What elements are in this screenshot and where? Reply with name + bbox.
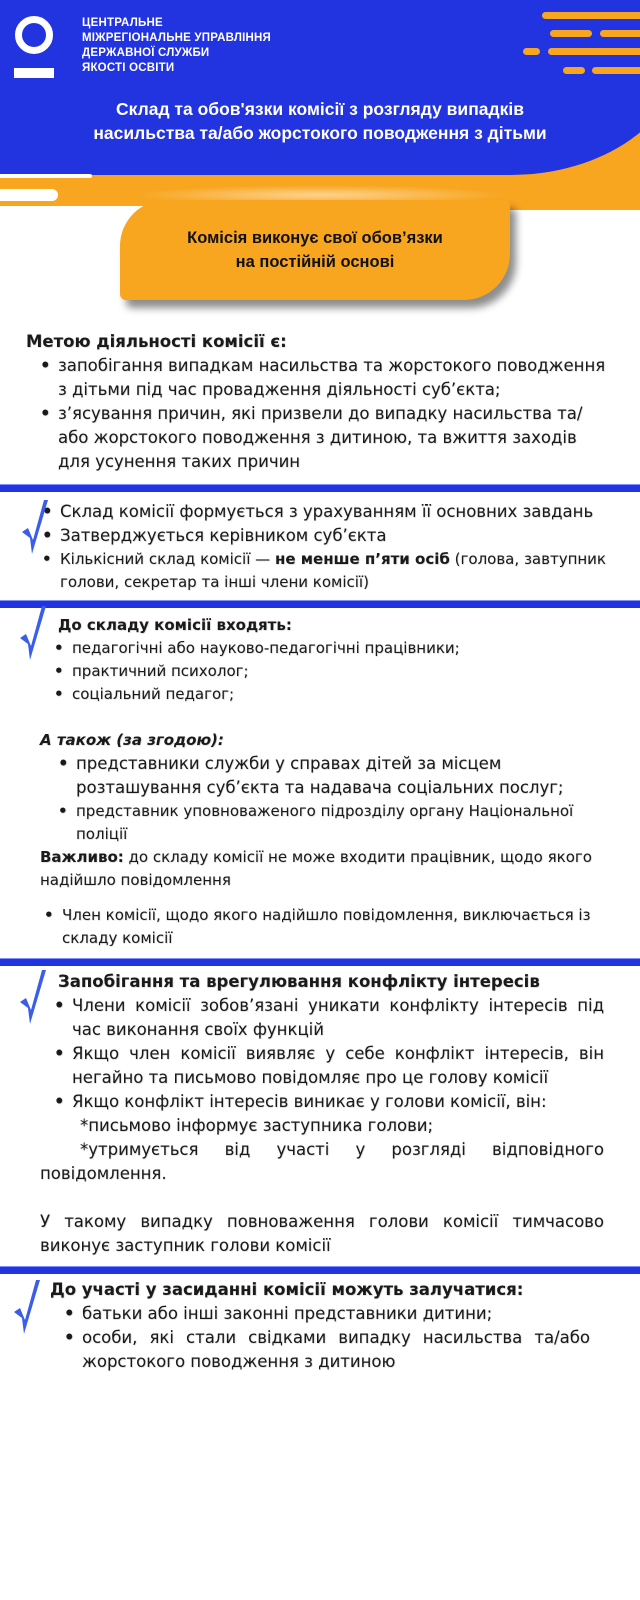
formation-section <box>0 492 640 600</box>
dash-decoration <box>523 48 540 55</box>
goals-list <box>26 354 606 474</box>
checkmark-icon <box>18 968 48 1026</box>
dash-decoration <box>542 12 640 19</box>
dash-decoration <box>563 67 585 74</box>
callout-line: Комісія виконує свої обов’язки <box>187 229 443 247</box>
white-stripe-decoration <box>0 174 92 178</box>
excluded-list <box>40 904 600 950</box>
list-item: • Члени комісії зобов’язані уникати конфлікту інтересів під час виконання своїх функцій <box>50 994 604 1042</box>
conflict-sub-item: *письмово інформує заступника голови; <box>80 1116 434 1135</box>
callout-box <box>120 200 510 300</box>
important-note <box>40 846 600 892</box>
members-section <box>0 608 640 958</box>
list-item: • Якщо член комісії виявляє у себе конфлікт інтересів, він негайно та письмово повідомляє про це голову комісії <box>50 1042 604 1090</box>
white-stripe-decoration <box>0 189 58 201</box>
conflict-list <box>40 994 604 1114</box>
page-title <box>0 97 640 145</box>
callout-line: на постійній основі <box>235 253 395 271</box>
org-name-line: МІЖРЕГІОНАЛЬНЕ УПРАВЛІННЯ <box>82 32 271 44</box>
members-list <box>40 637 600 706</box>
page-title-line: Склад та обов'язки комісії з розгляду випадків <box>116 99 524 119</box>
section-divider <box>0 1266 640 1274</box>
list-item: • Член комісії, щодо якого надійшло повідомлення, виключається із складу комісії <box>40 904 600 950</box>
quantity-highlight: не менше п’яти осіб <box>274 550 450 568</box>
formation-list <box>38 500 606 594</box>
dash-decoration <box>592 67 640 74</box>
org-name-line: ЯКОСТІ ОСВІТИ <box>82 62 175 74</box>
also-heading: А також (за згодою): <box>40 731 224 749</box>
dash-decoration <box>548 48 640 55</box>
list-item: • батьки або інші законні представники дитини; <box>60 1302 590 1326</box>
conflict-conclusion: У такому випадку повноваження голови комісії тимчасово виконує заступник голови комісії <box>40 1212 604 1255</box>
list-item: • Склад комісії формується з урахуванням її основних завдань <box>38 500 606 524</box>
quantity-suffix: (голова, завтупник голови, секретар та інші члени комісії) <box>60 550 606 591</box>
list-item: • Затверджується керівником суб’єкта <box>38 524 606 548</box>
header-banner <box>0 0 640 330</box>
list-item: • запобігання випадкам насильства та жорстокого поводження з дітьми під час провадження діяльності суб’єкта; <box>36 354 606 402</box>
conflict-section <box>0 966 640 1266</box>
list-item: • практичний психолог; <box>50 660 600 683</box>
section-divider <box>0 600 640 608</box>
page-title-line: насильства та/або жорстокого поводження з дітьми <box>93 123 547 143</box>
list-item: • з’ясування причин, які призвели до випадку насильства та/або жорстокого поводження з дитиною, та вжиття заходів для усунення таких причин <box>36 402 606 474</box>
important-text: до складу комісії не може входити працівник, щодо якого надійшло повідомлення <box>40 848 592 889</box>
dash-decoration <box>600 30 640 37</box>
important-label: Важливо: <box>40 848 124 866</box>
goals-section <box>0 330 640 484</box>
quantity-prefix: Кількісний склад комісії — <box>60 550 275 568</box>
also-list <box>40 752 600 846</box>
checkmark-icon <box>18 604 48 662</box>
goals-heading: Метою діяльності комісії є: <box>26 332 287 351</box>
list-item: • особи, які стали свідками випадку насильства та/або жорстокого поводження з дитиною <box>60 1326 590 1374</box>
org-name <box>82 16 271 76</box>
conflict-heading: Запобігання та врегулювання конфлікту інтересів <box>58 972 540 991</box>
members-heading: До складу комісії входять: <box>58 616 292 634</box>
org-name-line: ДЕРЖАВНОЇ СЛУЖБИ <box>82 47 210 59</box>
org-name-line: ЦЕНТРАЛЬНЕ <box>82 17 163 29</box>
checkmark-icon <box>12 1278 42 1336</box>
participants-section <box>0 1274 640 1404</box>
participants-list <box>50 1302 590 1374</box>
list-item: • представник уповноваженого підрозділу органу Національної поліції <box>54 800 600 846</box>
list-item: • представники служби у справах дітей за місцем розташування суб’єкта та надавача соціальних послуг; <box>54 752 600 800</box>
list-item-quantity <box>38 548 606 594</box>
conflict-sub-item: *утримується від участі у розгляді відповідного повідомлення. <box>40 1140 604 1183</box>
participants-heading: До участі у засиданні комісії можуть залучатися: <box>50 1280 524 1299</box>
section-divider <box>0 484 640 492</box>
list-item: • соціальний педагог; <box>50 683 600 706</box>
checkmark-icon <box>20 498 50 556</box>
section-divider <box>0 958 640 966</box>
list-item: • Якщо конфлікт інтересів виникає у голови комісії, він: <box>50 1090 604 1114</box>
dash-decoration <box>550 30 592 37</box>
list-item: • педагогічні або науково-педагогічні працівники; <box>50 637 600 660</box>
org-logo-icon <box>14 16 54 78</box>
